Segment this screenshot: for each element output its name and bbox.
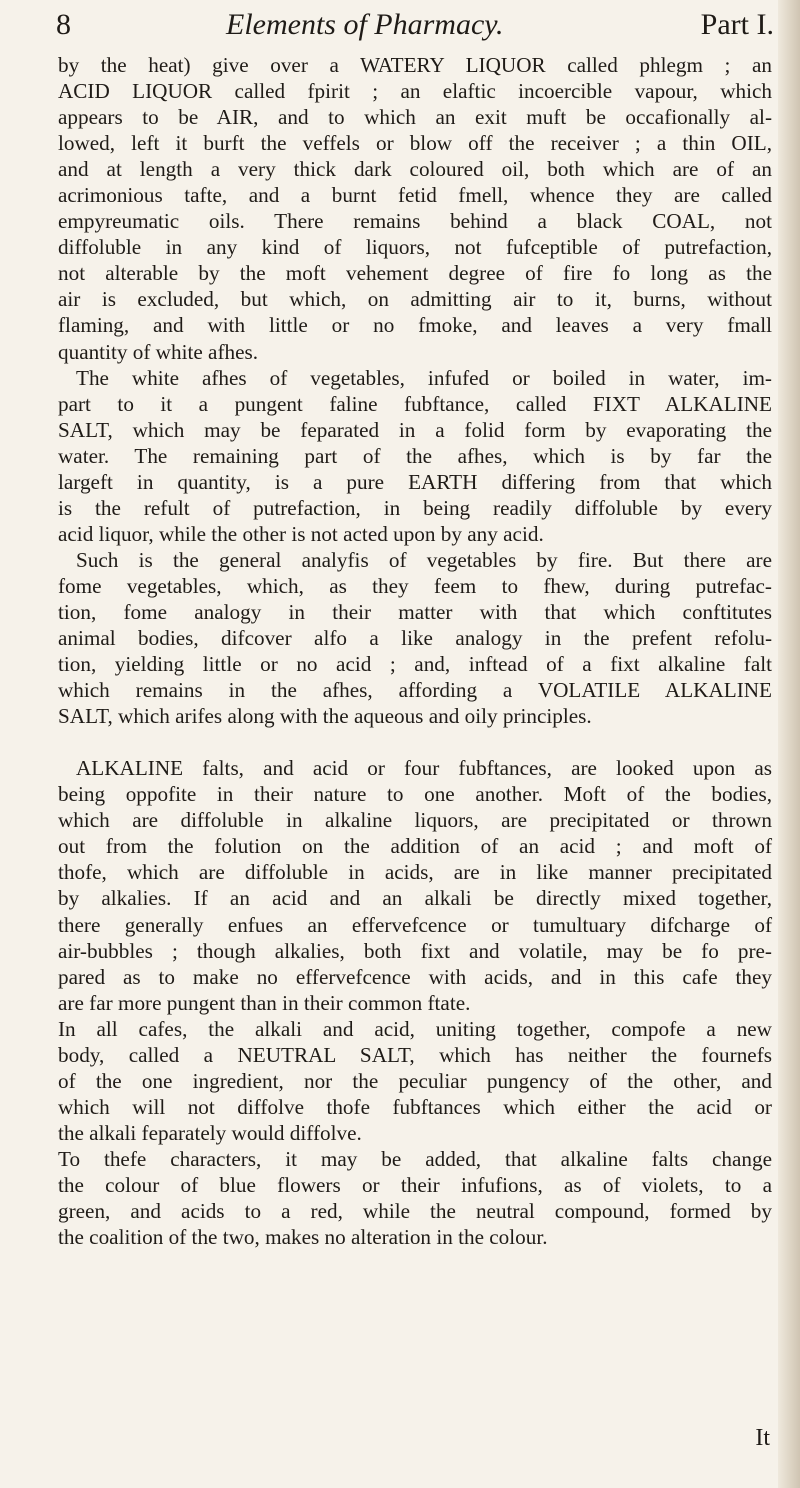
text-line: The white afhes of vegetables, infufed or boiled in water, im- bbox=[76, 365, 772, 390]
text-line: To thefe characters, it may be added, that alkaline falts change bbox=[58, 1146, 772, 1171]
text-line: of the one ingredient, nor the peculiar pungency of the other, and bbox=[58, 1068, 772, 1093]
text-line: quantity of white afhes. bbox=[58, 339, 259, 364]
text-line: Such is the general analyfis of vegetables by fire. But there are bbox=[76, 547, 772, 572]
page-number: 8 bbox=[56, 8, 71, 41]
text-line: being oppofite in their nature to one another. Moft of the bodies, bbox=[58, 782, 772, 807]
text-line: fome vegetables, which, as they feem to fhew, during putrefac- bbox=[58, 573, 772, 598]
text-line: largeft in quantity, is a pure EARTH differing from that which bbox=[58, 469, 772, 494]
paragraph-4 bbox=[58, 755, 772, 1015]
text-line: ACID LIQUOR called fpirit ; an elaftic incoercible vapour, which bbox=[58, 79, 772, 104]
text-line: which are diffoluble in alkaline liquors, are precipitated or thrown bbox=[58, 808, 772, 833]
text-line: flaming, and with little or no fmoke, and leaves a very fmall bbox=[58, 313, 772, 338]
text-line: which remains in the afhes, affording a VOLATILE ALKALINE bbox=[58, 678, 772, 703]
text-line: is the refult of putrefaction, in being readily diffoluble by every bbox=[58, 495, 772, 520]
text-line: empyreumatic oils. There remains behind a black COAL, not bbox=[58, 209, 772, 234]
body-text bbox=[58, 52, 772, 1250]
paragraph-6 bbox=[58, 1146, 772, 1250]
text-line: air is excluded, but which, on admitting air to it, burns, without bbox=[58, 287, 772, 312]
page-edge-shadow bbox=[778, 0, 800, 1488]
text-line: out from the folution on the addition of an acid ; and moft of bbox=[58, 834, 772, 859]
text-line: body, called a NEUTRAL SALT, which has neither the fournefs bbox=[58, 1042, 772, 1067]
text-line: not alterable by the moft vehement degree of fire fo long as the bbox=[58, 261, 772, 286]
text-line: tion, fome analogy in their matter with that which conftitutes bbox=[58, 599, 772, 624]
running-title: Elements of Pharmacy. bbox=[226, 8, 504, 41]
text-line: acid liquor, while the other is not acted upon by any acid. bbox=[58, 521, 544, 546]
text-line: SALT, which arifes along with the aqueous and oily principles. bbox=[58, 704, 592, 729]
running-header bbox=[56, 6, 774, 46]
text-line: the colour of blue flowers or their infufions, as of violets, to a bbox=[58, 1172, 772, 1197]
paragraph-5 bbox=[58, 1016, 772, 1146]
text-line: SALT, which may be feparated in a folid form by evaporating the bbox=[58, 417, 772, 442]
paragraph-2 bbox=[58, 365, 772, 547]
paragraph-3 bbox=[58, 547, 772, 729]
text-line: are far more pungent than in their common ftate. bbox=[58, 990, 471, 1015]
text-line: there generally enfues an effervefcence or tumultuary difcharge of bbox=[58, 912, 772, 937]
text-line: part to it a pungent faline fubftance, called FIXT ALKALINE bbox=[58, 391, 772, 416]
text-line: the alkali feparately would diffolve. bbox=[58, 1120, 362, 1145]
text-line: by the heat) give over a WATERY LIQUOR called phlegm ; an bbox=[58, 53, 772, 77]
text-line: acrimonious tafte, and a burnt fetid fmell, whence they are called bbox=[58, 183, 772, 208]
text-line: which will not diffolve thofe fubftances which either the acid or bbox=[58, 1094, 772, 1119]
text-line: pared as to make no effervefcence with acids, and in this cafe they bbox=[58, 964, 772, 989]
text-line: In all cafes, the alkali and acid, uniting together, compofe a new bbox=[58, 1016, 772, 1041]
part-label: Part I. bbox=[700, 8, 774, 41]
text-line: appears to be AIR, and to which an exit muft be occafionally al- bbox=[58, 105, 772, 130]
text-line: by alkalies. If an acid and an alkali be directly mixed together, bbox=[58, 886, 772, 911]
text-line: thofe, which are diffoluble in acids, are in like manner precipitated bbox=[58, 860, 772, 885]
text-line: ALKALINE falts, and acid or four fubftances, are looked upon as bbox=[76, 756, 772, 781]
text-line: green, and acids to a red, while the neutral compound, formed by bbox=[58, 1199, 772, 1224]
text-line: tion, yielding little or no acid ; and, inftead of a fixt alkaline falt bbox=[58, 652, 772, 677]
text-line: lowed, left it burft the veffels or blow off the receiver ; a thin OIL, bbox=[58, 131, 772, 156]
paragraph-gap bbox=[58, 729, 772, 755]
catchword: It bbox=[755, 1425, 770, 1451]
text-line: diffoluble in any kind of liquors, not fufceptible of putrefaction, bbox=[58, 235, 772, 260]
text-line: and at length a very thick dark coloured oil, both which are of an bbox=[58, 157, 772, 182]
text-line: the coalition of the two, makes no alteration in the colour. bbox=[58, 1225, 548, 1250]
text-line: water. The remaining part of the afhes, which is by far the bbox=[58, 443, 772, 468]
text-line: air-bubbles ; though alkalies, both fixt and volatile, may be fo pre- bbox=[58, 938, 772, 963]
text-line: animal bodies, difcover alfo a like analogy in the prefent refolu- bbox=[58, 626, 772, 651]
paragraph-1 bbox=[58, 52, 772, 365]
